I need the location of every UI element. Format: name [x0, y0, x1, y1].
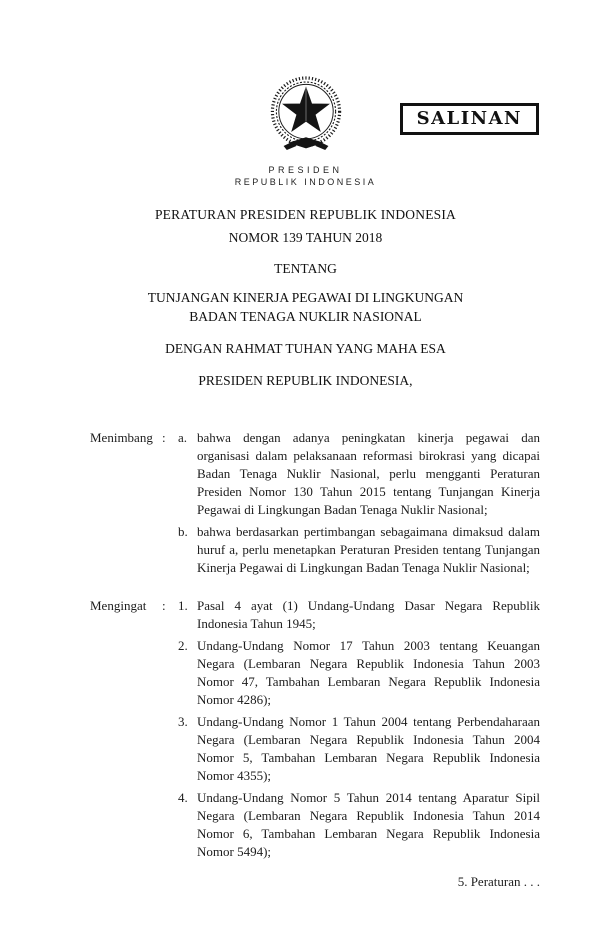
item-text: Undang-Undang Nomor 17 Tahun 2003 tentang Keuangan Negara (Lembaran Negara Republik Indonesia Tahun 2003 Nomor 47, Tambahan Lembaran Negara Republik Indonesia Nomor 4286); — [197, 638, 540, 707]
section-separator: : — [162, 598, 166, 613]
catchword: 5. Peraturan . . . — [457, 874, 540, 889]
list-item — [178, 713, 540, 785]
doc-number-line: NOMOR 139 TAHUN 2018 — [228, 230, 383, 245]
list-item — [178, 523, 540, 577]
presidential-seal-icon — [266, 74, 346, 159]
doc-invocation-line: DENGAN RAHMAT TUHAN YANG MAHA ESA — [165, 341, 446, 356]
item-marker: 4. — [178, 790, 188, 805]
doc-title-line: PERATURAN PRESIDEN REPUBLIK INDONESIA — [154, 207, 457, 222]
doc-issuer-line: PRESIDEN REPUBLIK INDONESIA, — [198, 373, 413, 388]
document-title-block — [0, 207, 611, 389]
doc-subject-line-2: BADAN TENAGA NUKLIR NASIONAL — [189, 309, 422, 324]
item-marker: 1. — [178, 598, 188, 613]
item-text: Undang-Undang Nomor 5 Tahun 2014 tentang Aparatur Sipil Negara (Lembaran Negara Republik Indonesia Tahun 2014 Nomor 6, Tambahan Lembaran Negara Republik Indonesia Nomor 5494); — [197, 790, 540, 859]
letterhead — [0, 165, 611, 187]
doc-subject-line-1: TUNJANGAN KINERJA PEGAWAI DI LINGKUNGAN — [147, 290, 464, 305]
list-item — [178, 789, 540, 861]
section-separator: : — [162, 430, 166, 445]
section-label: Menimbang — [90, 430, 153, 445]
item-text: bahwa berdasarkan pertimbangan sebagaimana dimaksud dalam huruf a, perlu menetapkan Peraturan Presiden tentang Tunjangan Kinerja Pegawai di Lingkungan Badan Tenaga Nuklir Nasional; — [197, 524, 540, 575]
list-item — [178, 597, 540, 633]
list-item — [178, 637, 540, 709]
section-mengingat — [90, 597, 540, 861]
document-body — [0, 429, 611, 890]
item-text: bahwa dengan adanya peningkatan kinerja pegawai dan organisasi dalam pelaksanaan reformasi birokrasi yang dicapai Badan Tenaga Nuklir Nasional, perlu mengganti Peraturan Presiden Nomor 130 Tahun 2015 tentang Tunjangan Kinerja Pegawai di Lingkungan Badan Tenaga Nuklir Nasional; — [197, 430, 540, 517]
section-menimbang — [90, 429, 540, 577]
section-label: Mengingat — [90, 598, 147, 613]
item-marker: 2. — [178, 638, 188, 653]
letterhead-presiden: PRESIDEN — [268, 165, 343, 175]
item-marker: a. — [178, 430, 188, 445]
doc-tentang-line: TENTANG — [274, 261, 337, 276]
letterhead-republik-indonesia: REPUBLIK INDONESIA — [234, 177, 377, 187]
item-text: Pasal 4 ayat (1) Undang-Undang Dasar Negara Republik Indonesia Tahun 1945; — [197, 598, 540, 631]
item-marker: b. — [178, 524, 188, 539]
salinan-stamp: SALINAN — [400, 103, 539, 135]
list-item — [178, 429, 540, 519]
item-marker: 3. — [178, 714, 188, 729]
item-text: Undang-Undang Nomor 1 Tahun 2004 tentang Perbendaharaan Negara (Lembaran Negara Republik Indonesia Tahun 2004 Nomor 5, Tambahan Lembaran Negara Republik Indonesia Nomor 4355); — [197, 714, 540, 783]
